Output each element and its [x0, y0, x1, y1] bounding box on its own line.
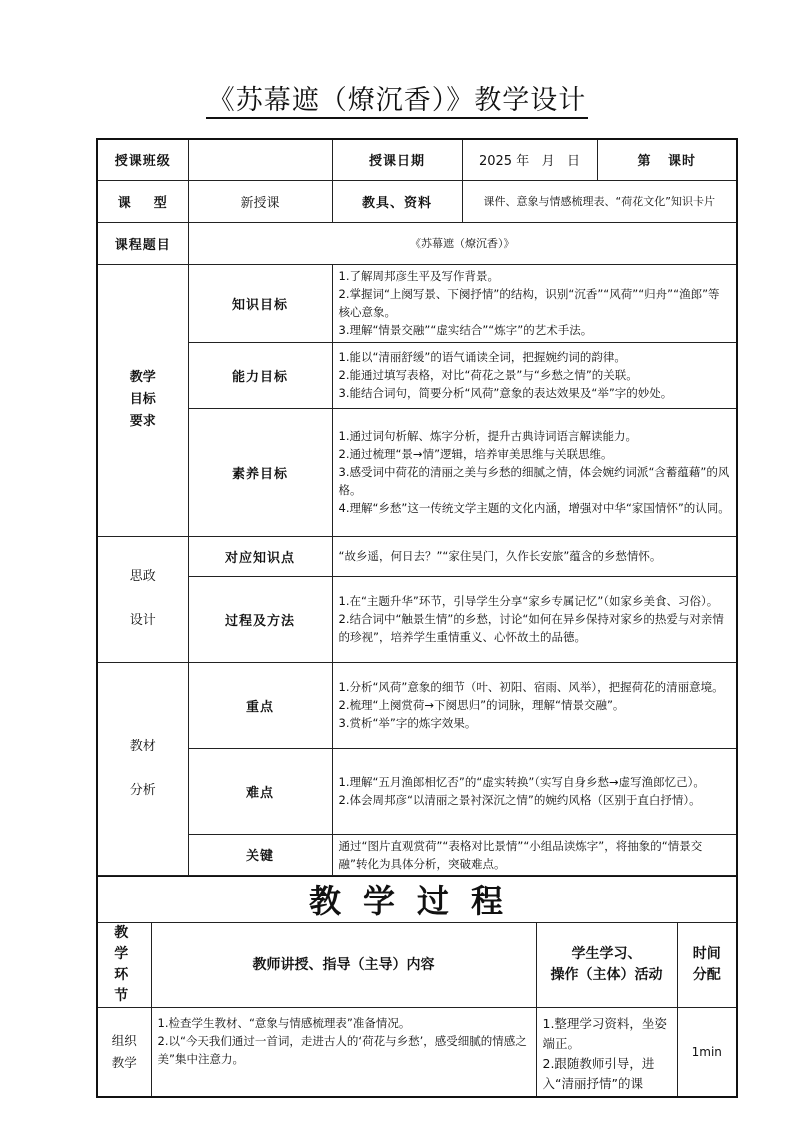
- analysis-row-difficult: [97, 748, 737, 834]
- info-row-type: [97, 180, 737, 222]
- ideology-knowledge-label: 对应知识点: [188, 536, 332, 576]
- document-title: [0, 78, 794, 117]
- lesson-info-table: [96, 138, 738, 877]
- list-item: 2.跟随教师引导，进入“清丽抒情”的课: [542, 1056, 655, 1091]
- list-item: 4.理解“乡愁”这一传统文学主题的文化内涵，增强对中华“家国情怀”的认同。: [338, 501, 730, 515]
- tools-value: 课件、意象与情感梳理表、“荷花文化”知识卡片: [462, 180, 737, 222]
- title-text: 《苏幕遮（燎沉香）》教学设计: [206, 85, 589, 119]
- ideology-knowledge-value: “故乡遥，何日去？”“家住吴门，久作长安旅”蕴含的乡愁情怀。: [332, 536, 737, 576]
- list-item: 1.了解周邦彦生平及写作背景。: [338, 269, 499, 283]
- process-teacher: [151, 1008, 536, 1098]
- difficult-point-list: [332, 748, 737, 834]
- analysis-label: [97, 662, 188, 876]
- list-item: 3.理解“情景交融”“虚实结合”“炼字”的艺术手法。: [338, 323, 593, 337]
- knowledge-goal-label: 知识目标: [188, 264, 332, 342]
- list-item: 3.感受词中荷花的清丽之美与乡愁的细腻之情，体会婉约词派“含蓄蕴藉”的风格。: [338, 465, 730, 497]
- ideology-row-method: [97, 576, 737, 662]
- col-student-line2: 操作（主体）活动: [550, 967, 663, 983]
- col-time-line2: 分配: [692, 967, 721, 983]
- list-item: 3.赏析“举”字的炼字效果。: [338, 716, 477, 730]
- goal-row-knowledge: [97, 264, 737, 342]
- col-stage-text: 教学环节: [114, 925, 135, 1004]
- col-student-line1: 学生学习、: [571, 946, 642, 962]
- period-value: 第 课时: [597, 139, 737, 180]
- key-point-list: [332, 662, 737, 748]
- list-item: 2.能通过填写表格，对比“荷花之景”与“乡愁之情”的关联。: [338, 368, 638, 382]
- literacy-goal-list: [332, 408, 737, 536]
- ideology-label-line2: 设计: [129, 613, 156, 628]
- goal-row-ability: [97, 342, 737, 408]
- list-item: 1.在“主题升华”环节，引导学生分享“家乡专属记忆”（如家乡美食、习俗）。: [338, 594, 719, 608]
- crux-label: 关键: [188, 834, 332, 876]
- info-row-class: [97, 139, 737, 180]
- goals-label-text: 教学目标要求: [129, 370, 156, 429]
- type-value: 新授课: [188, 180, 332, 222]
- tools-label: 教具、资料: [332, 180, 462, 222]
- analysis-label-line2: 分析: [129, 782, 156, 798]
- process-header-row: [97, 923, 737, 1008]
- process-row: [97, 1008, 737, 1098]
- date-label: 授课日期: [332, 139, 462, 180]
- ideology-label-line1: 思政: [129, 569, 156, 584]
- process-student: [536, 1008, 677, 1098]
- list-item: 2.结合词中“触景生情”的乡愁，讨论“如何在异乡保持对家乡的热爱与对亲情的珍视”，培养学生重情重义、心怀故土的品德。: [338, 612, 724, 644]
- list-item: 2.体会周邦彦“以清丽之景衬深沉之情”的婉约风格（区别于直白抒情）。: [338, 793, 701, 807]
- info-row-topic: [97, 222, 737, 264]
- list-item: 2.以“今天我们通过一首词，走进古人的‘荷花与乡愁’，感受细腻的情感之美”集中注意力。: [157, 1034, 527, 1066]
- process-stage: [97, 1008, 151, 1098]
- knowledge-goal-list: [332, 264, 737, 342]
- class-value: [188, 139, 332, 180]
- goals-label: [97, 264, 188, 536]
- ideology-method-list: [332, 576, 737, 662]
- analysis-label-line1: 教材: [129, 738, 156, 754]
- process-time: 1min: [677, 1008, 737, 1098]
- topic-label: 课程题目: [97, 222, 188, 264]
- list-item: 1.分析“风荷”意象的细节（叶、初阳、宿雨、风举），把握荷花的清丽意境。: [338, 680, 724, 694]
- analysis-row-key: [97, 662, 737, 748]
- col-student-header: [536, 923, 677, 1008]
- literacy-goal-label: 素养目标: [188, 408, 332, 536]
- key-point-label: 重点: [188, 662, 332, 748]
- col-teacher-header: 教师讲授、指导（主导）内容: [151, 923, 536, 1008]
- type-label: 课 型: [97, 180, 188, 222]
- col-stage-header: [97, 923, 151, 1008]
- list-item: 1.检查学生教材、“意象与情感梳理表”准备情况。: [157, 1016, 411, 1030]
- list-item: 1.理解“五月渔郎相忆否”的“虚实转换”（实写自身乡愁→虚写渔郎忆己）。: [338, 775, 705, 789]
- list-item: 1.能以“清丽舒缓”的语气诵读全词，把握婉约词的韵律。: [338, 350, 626, 364]
- list-item: 3.能结合词句，简要分析“风荷”意象的表达效果及“举”字的妙处。: [338, 386, 673, 400]
- list-item: 1.整理学习资料，坐姿端正。: [542, 1016, 667, 1051]
- ability-goal-label: 能力目标: [188, 342, 332, 408]
- col-time-header: [677, 923, 737, 1008]
- teaching-process-table: [96, 875, 738, 1098]
- process-stage-text: 组织教学: [111, 1033, 137, 1070]
- list-item: 1.通过词句析解、炼字分析，提升古典诗词语言解读能力。: [338, 429, 637, 443]
- crux-value: 通过“图片直观赏荷”“表格对比景情”“小组品读炼字”，将抽象的“情景交融”转化为具体分析，突破难点。: [332, 834, 737, 876]
- analysis-row-crux: [97, 834, 737, 876]
- class-label: 授课班级: [97, 139, 188, 180]
- ideology-row-knowledge: [97, 536, 737, 576]
- col-time-line1: 时间: [692, 946, 721, 962]
- process-heading: 教学过程: [97, 876, 737, 923]
- goal-row-literacy: [97, 408, 737, 536]
- list-item: 2.掌握词“上阕写景、下阕抒情”的结构，识别“沉香”“风荷”“归舟”“渔郎”等核心意象。: [338, 287, 720, 319]
- ability-goal-list: [332, 342, 737, 408]
- list-item: 2.通过梳理“景→情”逻辑，培养审美思维与关联思维。: [338, 447, 613, 461]
- ideology-method-label: 过程及方法: [188, 576, 332, 662]
- difficult-point-label: 难点: [188, 748, 332, 834]
- date-value: 2025 年 月 日: [462, 139, 597, 180]
- process-heading-row: [97, 876, 737, 923]
- topic-value: 《苏幕遮（燎沉香）》: [188, 222, 737, 264]
- list-item: 2.梳理“上阕赏荷→下阕思归”的词脉，理解“情景交融”。: [338, 698, 625, 712]
- ideology-label: [97, 536, 188, 662]
